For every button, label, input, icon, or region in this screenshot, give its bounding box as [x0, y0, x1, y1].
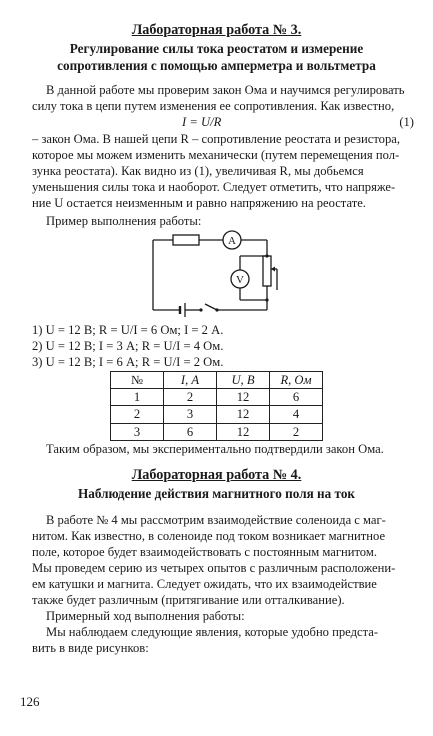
- table-cell: 12: [217, 406, 270, 423]
- table-cell: 12: [217, 423, 270, 440]
- table-cell: 12: [217, 389, 270, 406]
- resistor-symbol: [173, 235, 199, 245]
- lab4-subtitle: Наблюдение действия магнитного поля на ток: [77, 486, 356, 501]
- lab3-subtitle-line2: сопротивления с помощью амперметра и вольтметра: [57, 58, 376, 73]
- formula-text: I = U/R: [182, 115, 222, 129]
- lab4-title: Лабораторная работа № 4.: [131, 467, 302, 483]
- intro-line-2: силу тока в цепи путем изменения ее сопротивления. Как известно,: [32, 99, 395, 113]
- example-heading: Пример выполнения работы:: [46, 214, 202, 228]
- table-row: [111, 389, 323, 406]
- example-3: 3) U = 12 В; I = 6 А; R = U/I = 2 Ом.: [32, 355, 224, 369]
- lab3-subtitle-line1: Регулирование силы тока реостатом и измерение: [69, 41, 364, 56]
- table-header-cell: U, В: [217, 372, 270, 389]
- lab4-para2: Примерный ход выполнения работы:: [46, 609, 245, 623]
- lab4-para1-line1: В работе № 4 мы рассмотрим взаимодействие соленоида с маг-: [46, 513, 386, 527]
- lab4-para1-line3: поле, которое будет взаимодействовать с постоянным магнитом.: [32, 545, 377, 559]
- example-1: 1) U = 12 В; R = U/I = 6 Ом; I = 2 А.: [32, 323, 224, 337]
- lab4-para3-line2: вить в виде рисунков:: [32, 641, 149, 655]
- table-cell: 6: [164, 423, 217, 440]
- table-cell: 1: [111, 389, 164, 406]
- results-table: [110, 371, 323, 441]
- example-2: 2) U = 12 В; I = 3 А; R = U/I = 4 Ом.: [32, 339, 224, 353]
- lab4-para1-line6: также будет различным (притягивание или отталкивание).: [32, 593, 345, 607]
- table-header-cell: R, Ом: [270, 372, 323, 389]
- body-line-1: – закон Ома. В нашей цепи R – сопротивление реостата и резистора,: [32, 132, 401, 146]
- page-number: 126: [20, 694, 40, 709]
- lab4-para3-line1: Мы наблюдаем следующие явления, которые удобно предста-: [46, 625, 379, 639]
- lab4-para1-line5: ем катушки и магнита. Следует ожидать, что их взаимодействие: [32, 577, 377, 591]
- table-cell: 3: [111, 423, 164, 440]
- table-header-row: [111, 372, 323, 389]
- table-cell: 2: [111, 406, 164, 423]
- table-row: [111, 423, 323, 440]
- ammeter-label: A: [228, 235, 236, 247]
- lab4-para1-line2: нитом. Как известно, в соленоиде под током возникает магнитное: [32, 529, 386, 543]
- circuit-diagram: [145, 228, 285, 320]
- intro-line-1: В данной работе мы проверим закон Ома и научимся регулировать: [46, 83, 405, 97]
- body-line-3: зунка реостата). Как видно из (1), увеличивая R, мы добьемся: [32, 164, 364, 178]
- rheostat-symbol: [263, 256, 271, 286]
- lab3-title: Лабораторная работа № 3.: [131, 22, 302, 38]
- body-line-2: которое мы можем изменить механически (путем перемещения пол-: [32, 148, 400, 162]
- formula-number: (1): [399, 115, 414, 129]
- table-row: [111, 406, 323, 423]
- table-cell: 2: [270, 423, 323, 440]
- voltmeter-label: V: [236, 274, 244, 286]
- table-cell: 4: [270, 406, 323, 423]
- table-cell: 3: [164, 406, 217, 423]
- lab3-conclusion: Таким образом, мы экспериментально подтвердили закон Ома.: [46, 442, 384, 456]
- table-header-cell: №: [111, 372, 164, 389]
- table-cell: 2: [164, 389, 217, 406]
- body-line-5: ние U остается неизменным и равно напряжению на реостате.: [32, 196, 366, 210]
- table-cell: 6: [270, 389, 323, 406]
- table-header-cell: I, А: [164, 372, 217, 389]
- body-line-4: уменьшения силы тока и наоборот. Следует отметить, что напряже-: [32, 180, 396, 194]
- lab4-para1-line4: Мы проведем серию из четырех опытов с различным расположени-: [32, 561, 396, 575]
